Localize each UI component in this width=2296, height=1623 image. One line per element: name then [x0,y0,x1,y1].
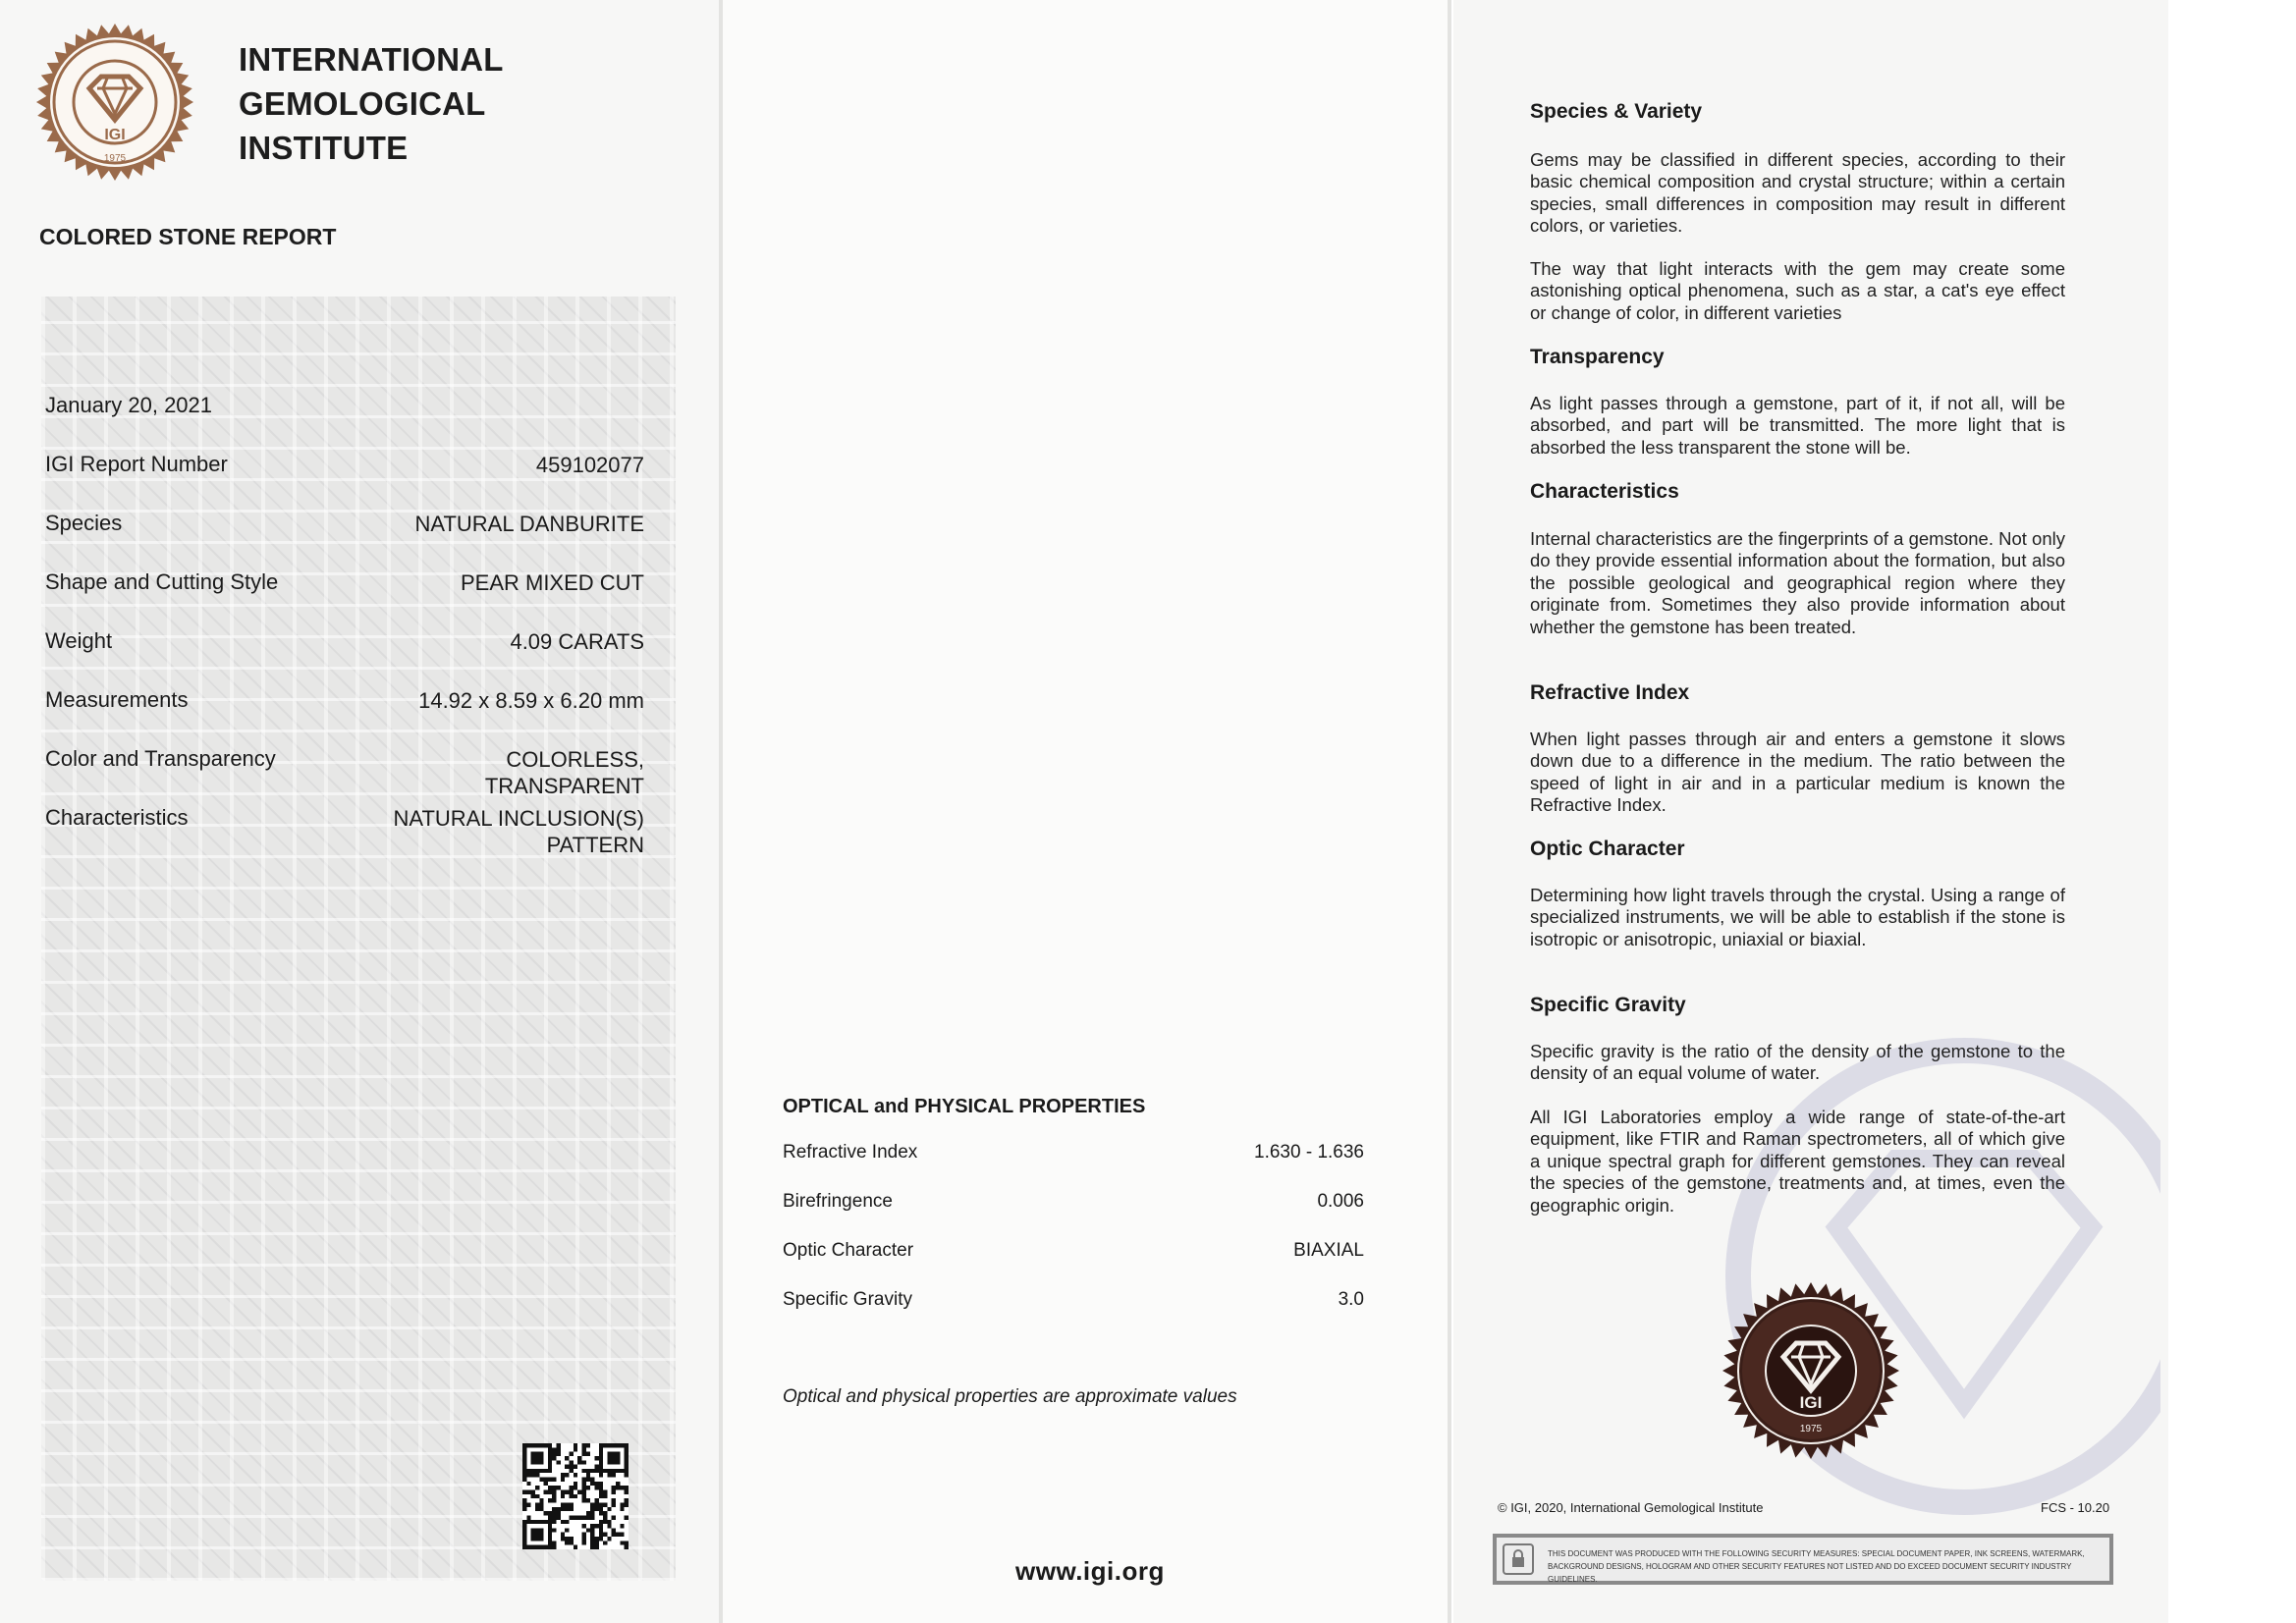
row-value: 459102077 [535,453,644,477]
property-label: Refractive Index [783,1142,918,1163]
row-value-line: TRANSPARENT [484,774,644,798]
section-title: Optic Character [1530,838,1685,860]
section-paragraph: Gems may be classified in different species, according to their basic chemical composition and crystal structure; within a certain species, small differences in composition may result in different colors, or varieties. [1530,149,2065,237]
section-title: Transparency [1530,346,1665,368]
section-title: Refractive Index [1530,681,1690,704]
section-paragraph: Specific gravity is the ratio of the density of the gemstone to the density of an equal volume of water. [1530,1041,2065,1084]
security-notice-line: THIS DOCUMENT WAS PRODUCED WITH THE FOLLOWING SECURITY MEASURES: SPECIAL DOCUMENT PAPER, INK SCREENS, WATERMARK, [1548,1549,2085,1558]
security-notice-line: BACKGROUND DESIGNS, HOLOGRAM AND OTHER SECURITY FEATURES NOT LISTED AND DO EXCEED DOCUMENT SECURITY INDUSTRY GUIDELINES. [1548,1562,2072,1584]
row-label: IGI Report Number [45,452,228,476]
section-title: Specific Gravity [1530,994,1686,1016]
svg-text:1975: 1975 [1799,1424,1823,1434]
copyright-notice: © IGI, 2020, International Gemological Institute [1498,1500,1764,1515]
section-title: Species & Variety [1530,100,1703,123]
middle-panel [723,0,1448,1623]
row-value-line: COLORLESS, [506,747,644,772]
svg-text:IGI: IGI [104,127,126,143]
properties-heading: OPTICAL and PHYSICAL PROPERTIES [783,1096,1146,1117]
fold-line [1448,0,1451,1623]
form-code: FCS - 10.20 [2041,1500,2110,1515]
row-label: Color and Transparency [45,746,276,771]
qr-code[interactable] [522,1443,629,1549]
section-paragraph: As light passes through a gemstone, part of it, if not all, will be absorbed, and part will be transmitted. The more light that is absorbed the less transparent the stone will be. [1530,393,2065,458]
property-label: Specific Gravity [783,1289,912,1310]
section-paragraph: All IGI Laboratories employ a wide range of state-of-the-art equipment, like FTIR and Raman spectrometers, all of which give a unique spectral graph for different gemstones. They can reveal the species of the gemstone, treatments and, at times, even the geographic origin. [1530,1107,2065,1216]
row-value-line: NATURAL INCLUSION(S) [393,806,644,831]
section-paragraph: Internal characteristics are the fingerprints of a gemstone. Not only do they provide essential information about the formation, but also the possible geological and geographical region where they originate from. Sometimes they also provide information about whether the gemstone has been treated. [1530,528,2065,637]
row-value [394,805,644,858]
property-value: 3.0 [1338,1289,1364,1310]
hologram-seal [1721,1280,1901,1461]
row-label: Shape and Cutting Style [45,569,279,594]
report-title: COLORED STONE REPORT [39,224,337,249]
row-value: 14.92 x 8.59 x 6.20 mm [418,688,644,713]
section-paragraph: When light passes through air and enters a gemstone it slows down due to a difference in the medium. The ratio between the speed of light in air and in a particular medium is known the Refractive Index. [1530,729,2065,816]
report-date: January 20, 2021 [45,393,213,417]
row-label: Characteristics [45,805,189,830]
row-label: Weight [45,628,113,653]
row-value: 4.09 CARATS [510,629,644,654]
svg-text:IGI: IGI [1799,1393,1823,1412]
section-paragraph: The way that light interacts with the gem may create some astonishing optical phenomena, such as a star, a cat's eye effect or change of color, in different varieties [1530,258,2065,323]
row-value-line: PATTERN [546,833,644,857]
igi-seal-logo [35,16,194,189]
properties-note: Optical and physical properties are approximate values [783,1386,1237,1407]
org-name-line: GEMOLOGICAL [239,85,486,122]
org-name-line: INSTITUTE [239,130,409,166]
property-value: BIAXIAL [1293,1240,1364,1261]
property-label: Optic Character [783,1240,914,1261]
website-link[interactable]: www.igi.org [1015,1556,1165,1586]
row-value: NATURAL DANBURITE [414,512,644,536]
document-lock-icon [1503,1543,1534,1575]
row-label: Species [45,511,123,535]
section-title: Characteristics [1530,480,1679,503]
property-value: 1.630 - 1.636 [1254,1142,1364,1163]
property-label: Birefringence [783,1191,893,1212]
svg-text:1975: 1975 [103,153,127,164]
organization-name [239,37,504,170]
row-value [485,746,644,799]
report-security-background [41,297,676,1581]
security-notice-box [1493,1534,2113,1585]
property-value: 0.006 [1317,1191,1364,1212]
row-label: Measurements [45,687,189,712]
security-notice-text [1548,1547,2107,1586]
row-value: PEAR MIXED CUT [460,570,644,595]
org-name-line: INTERNATIONAL [239,41,504,78]
section-paragraph: Determining how light travels through the crystal. Using a range of specialized instruments, we will be able to establish if the stone is isotropic or anisotropic, uniaxial or biaxial. [1530,885,2065,949]
